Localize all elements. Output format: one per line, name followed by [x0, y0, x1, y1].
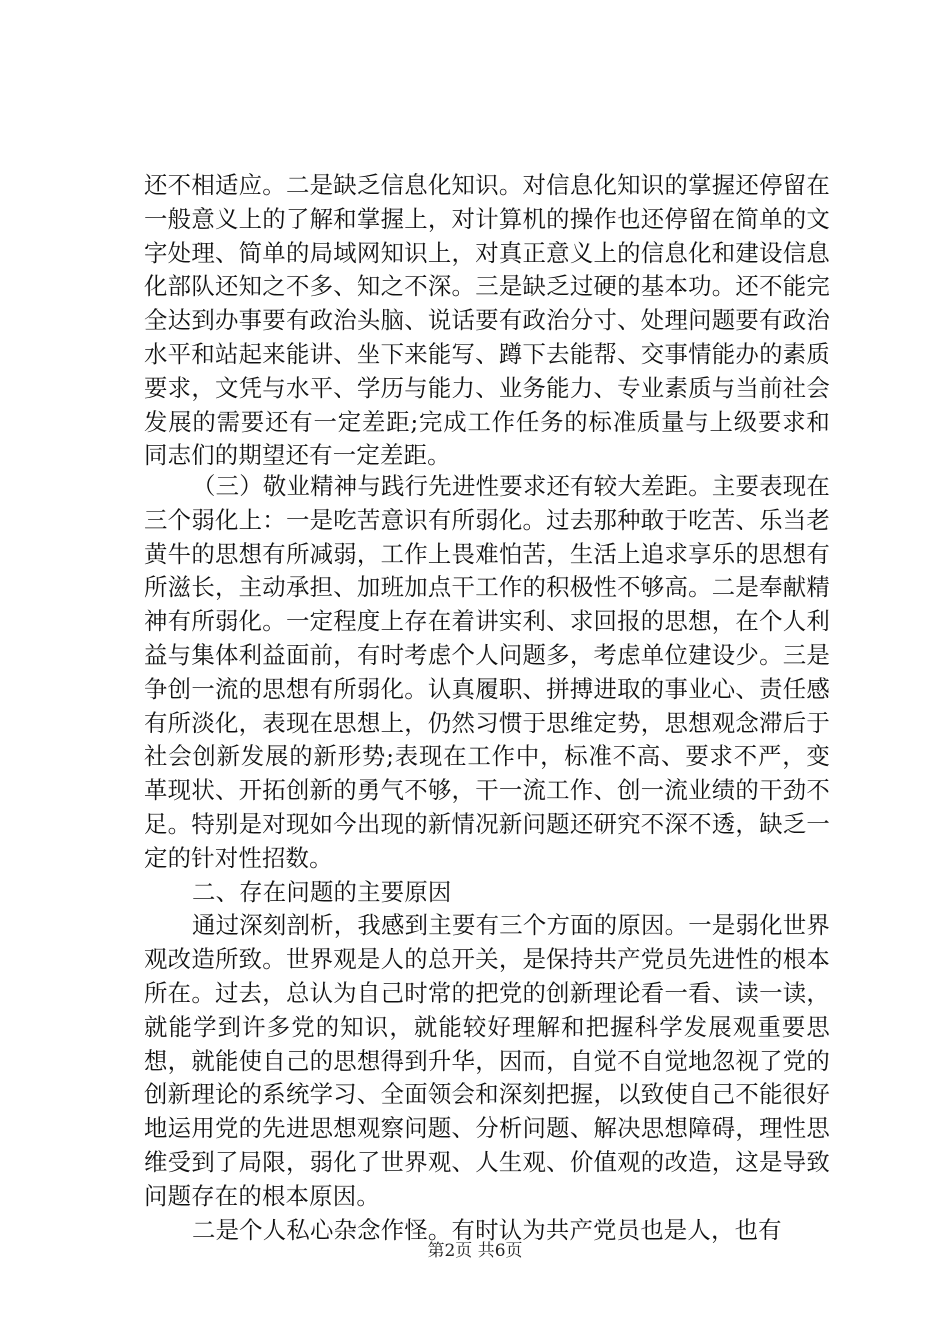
body-text-bottom: [144, 470, 830, 1247]
paragraph-causes-one: 通过深刻剖析，我感到主要有三个方面的原因。一是弱化世界观改造所致。世界观是人的总开关，是保持共产党员先进性的根本所在。过去，总认为自己时常的把党的创新理论看一看、读一读，就能学到许多党的知识，就能较好理解和把握科学发展观重要思想，就能使自己的思想得到升华，因而，自觉不自觉地忽视了党的创新理论的系统学习、全面领会和深刻把握，以致使自己不能很好地运用党的先进思想观察问题、分析问题、解决思想障碍，理性思维受到了局限，弱化了世界观、人生观、价值观的改造，这是导致问题存在的根本原因。: [144, 911, 830, 1210]
section-heading-causes: 二、存在问题的主要原因: [192, 877, 452, 906]
paragraph-section-three: （三）敬业精神与践行先进性要求还有较大差距。主要表现在三个弱化上：一是吃苦意识有所弱化。过去那种敢于吃苦、乐当老黄牛的思想有所减弱，工作上畏难怕苦，生活上追求享乐的思想有所滋长，主动承担、加班加点干工作的积极性不够高。二是奉献精神有所弱化。一定程度上存在着讲实利、求回报的思想，在个人利益与集体利益面前，有时考虑个人问题多，考虑单位建设少。三是争创一流的思想有所弱化。认真履职、拼搏进取的事业心、责任感有所淡化，表现在思想上，仍然习惯于思维定势，思想观念滞后于社会创新发展的新形势;表现在工作中，标准不高、要求不严，变革现状、开拓创新的勇气不够，干一流工作、创一流业绩的干劲不足。特别是对现如今出现的新情况新问题还研究不深不透，缺乏一定的针对性招数。: [144, 472, 830, 872]
body-text-top: [144, 169, 830, 473]
page-number-footer: 第2页 共6页: [427, 1241, 523, 1261]
paragraph-continuation: 还不相适应。二是缺乏信息化知识。对信息化知识的掌握还停留在一般意义上的了解和掌握上，对计算机的操作也还停留在简单的文字处理、简单的局域网知识上，对真正意义上的信息化和建设信息化部队还知之不多、知之不深。三是缺乏过硬的基本功。还不能完全达到办事要有政治头脑、说话要有政治分寸、处理问题要有政治水平和站起来能讲、坐下来能写、蹲下去能帮、交事情能办的素质要求，文凭与水平、学历与能力、业务能力、专业素质与当前社会发展的需要还有一定差距;完成工作任务的标准质量与上级要求和同志们的期望还有一定差距。: [144, 171, 830, 470]
paragraph-causes-two: 二是个人私心杂念作怪。有时认为共产党员也是人，也有: [192, 1215, 782, 1244]
